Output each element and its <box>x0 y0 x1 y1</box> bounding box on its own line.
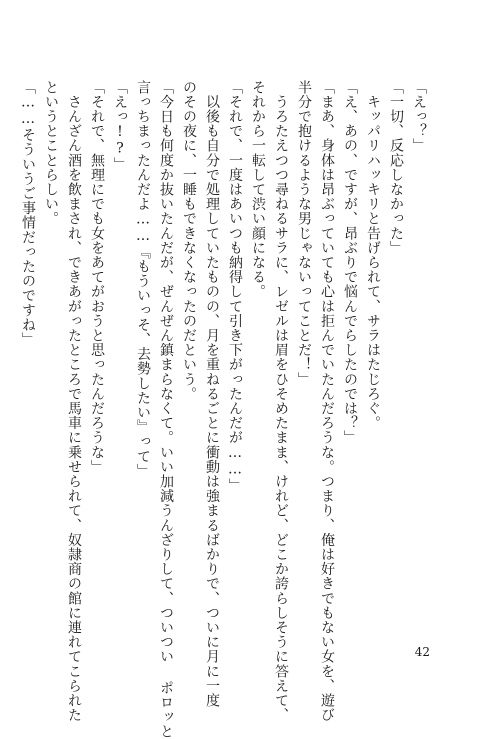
text-line: さんざん酒を飲まされ、できあがったところで馬車に乗せられて、奴隷商の館に連れてこられた <box>66 80 82 723</box>
text-line: 「それで、一度はあいつも納得して引き下がったんだが……」 <box>227 80 243 493</box>
text-line: それから一転して渋い顔になる。 <box>250 80 266 299</box>
text-line: 「えっ？」 <box>411 80 427 153</box>
text-line: キッパリハッキリと告げられて、サラはたじろぐ。 <box>365 80 381 431</box>
page-number: 42 <box>414 645 430 659</box>
text-line: 半分で抱けるような男じゃないってことだ！」 <box>296 80 312 387</box>
text-line: 「一切、反応しなかった」 <box>388 80 404 256</box>
text-line: 言っちまったんだよ……『もういっそ、去勢したい』って」 <box>135 80 151 479</box>
text-line: 「それで、無理にでも女をあてがおうと思ったんだろうな」 <box>89 80 105 475</box>
text-line: 以後も自分で処理していたものの、月を重ねるごとに衝動は強まるばかりで、ついに月に一度 <box>204 80 220 708</box>
text-line: 「えっ!?」 <box>112 80 128 172</box>
text-line: 「え、あの、ですが、昂ぶりで悩んでらしたのでは？」 <box>342 80 358 445</box>
text-line: 「今日も何度か抜いたんだが、ぜんぜん鎮まらなくて。いい加減うんざりして、ついつい ポロッと <box>158 80 174 739</box>
text-line: 「まあ、身体は昂ぶっていても心は拒んでいたんだろうな。つまり、俺は好きでもない女を、遊び <box>319 80 335 723</box>
text-line: というとことらしい。 <box>43 80 59 226</box>
text-line: 「……そういうご事情だったのですね」 <box>20 80 36 347</box>
text-line: のその夜に、一睡もできなくなったのだという。 <box>181 80 197 402</box>
text-line: うろたえつつ尋ねるサラに、レゼルは眉をひそめたまま、けれど、どこか誇らしそうに答えて、 <box>273 80 289 723</box>
